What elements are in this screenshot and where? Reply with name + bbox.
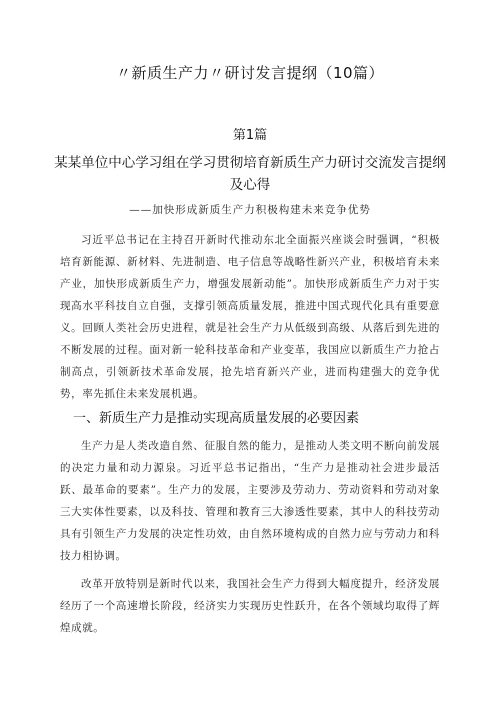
document-title: 〃新质生产力〃研讨发言提纲（10篇） bbox=[115, 64, 385, 82]
body-paragraph: 生产力是人类改造自然、征服自然的能力，是推动人类文明不断向前发展的决定力量和动力源泉。习近平总书记指出，“生产力是推动社会进步最活跃、最革命的要素”。生产力的发展，主要涉及劳动力、劳动资料和劳动对象三大实体性要素，以及科技、管理和教育三大渗透性要素，其中人的科技劳动具有引领生产力发展的决定性功效，由自然环境构成的自然力应与劳动力和科技力相协调。 bbox=[60, 440, 440, 562]
section-heading: 一、新质生产力是推动实现高质量发展的必要因素 bbox=[73, 411, 360, 426]
body-paragraph: 习近平总书记在主持召开新时代推动东北全面振兴座谈会时强调，“积极培育新能源、新材料、先进制造、电子信息等战略性新兴产业，积极培育未来产业，加快形成新质生产力，增强发展新动能”。加快形成新质生产力对于实现高水平科技自立自强，支撑引领高质量发展，推进中国式现代化具有重要意义。回顾人类社会历史进程，就是社会生产力从低级到高级、从落后到先进的不断发展的过程。面对新一轮科技革命和产业变革，我国应以新质生产力抢占制高点，引领新技术革命发展，抢先培育新兴产业，进而构建强大的竞争优势，率先抓住未来发展机遇。 bbox=[60, 234, 440, 400]
article-title: 某某单位中心学习组在学习贯彻培育新质生产力研讨交流发言提纲及心得 bbox=[54, 155, 446, 193]
body-paragraph: 改革开放特别是新时代以来，我国社会生产力得到大幅度提升，经济发展经历了一个高速增长阶段，经济实力实现历史性跃升，在各个领域均取得了辉煌成就。 bbox=[60, 578, 440, 634]
section-number: 第1篇 bbox=[232, 128, 268, 143]
article-subtitle: ——加快形成新质生产力积极构建未来竞争优势 bbox=[129, 204, 371, 216]
